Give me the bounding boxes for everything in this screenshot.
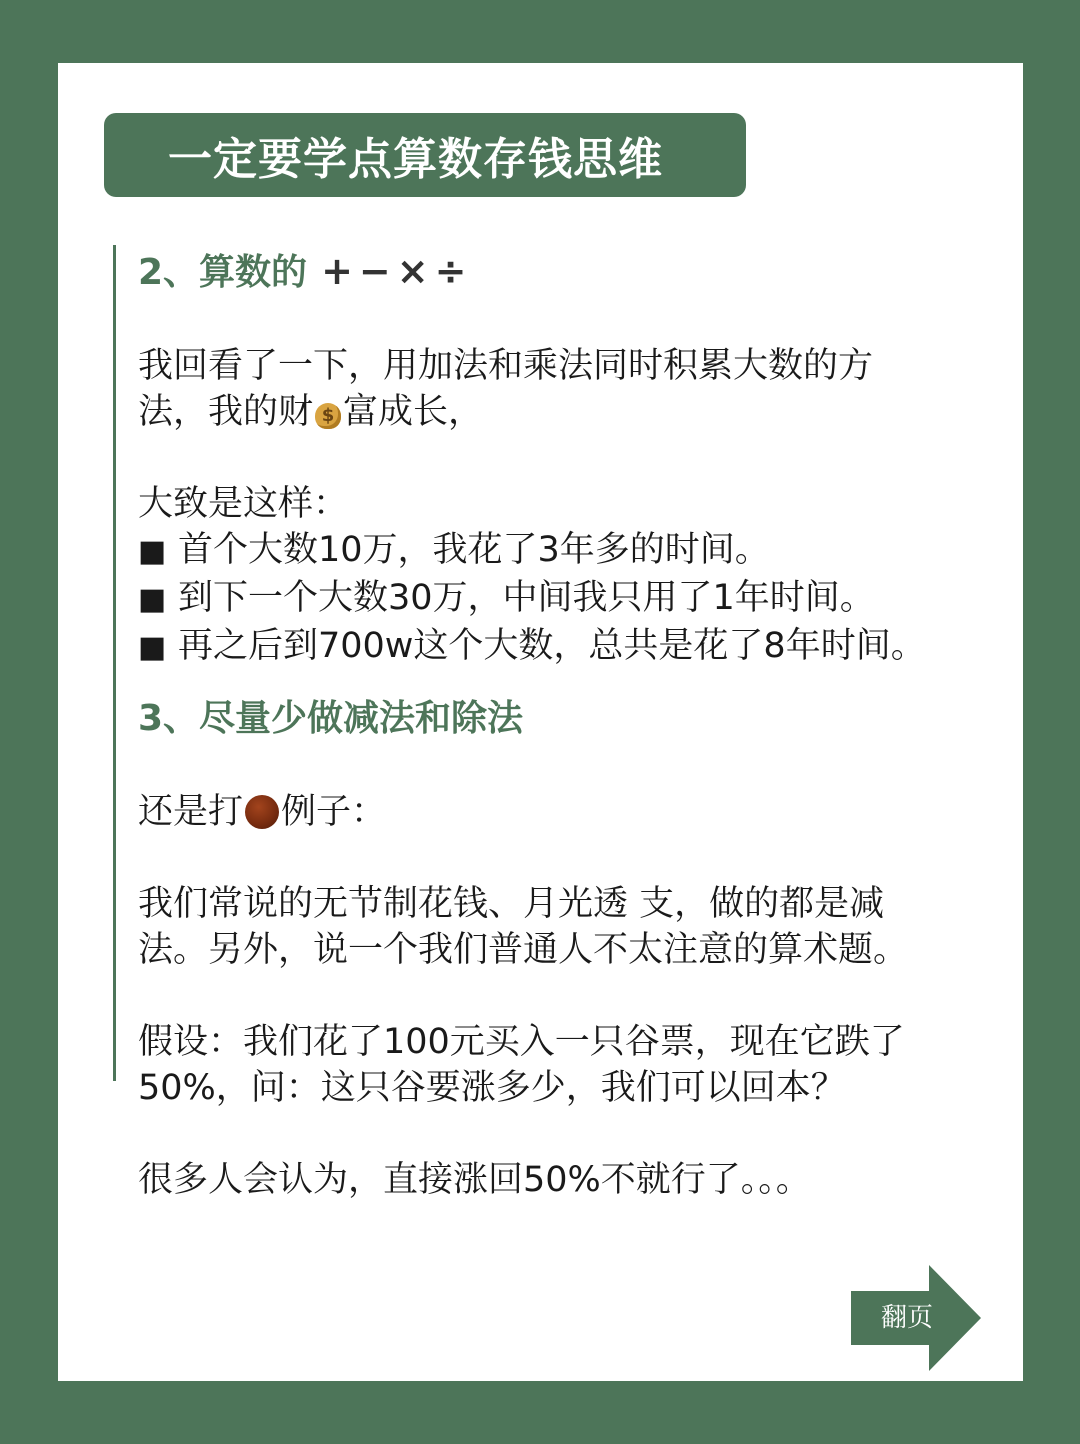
- section-2-heading-text: 2、算数的: [138, 252, 308, 293]
- money-bag-icon: [315, 403, 341, 429]
- next-page-label: 翻页: [880, 1303, 933, 1333]
- page-title: 一定要学点算数存钱思维: [104, 113, 746, 197]
- paragraph-line: 法。另外，说一个我们普通人不太注意的算术题。: [138, 930, 909, 970]
- section-3-heading: 3、尽量少做减法和除法: [138, 698, 524, 739]
- list-item: ■ 首个大数10万，我花了3年多的时间。: [138, 527, 998, 575]
- list-item: ■ 到下一个大数30万，中间我只用了1年时间。: [138, 575, 998, 623]
- paragraph-line: 假设：我们花了100元买入一只谷票，现在它跌了: [138, 1022, 905, 1062]
- chestnut-icon: [245, 795, 279, 829]
- intro-text: 大致是这样：: [138, 484, 349, 524]
- paragraph-line: 我回看了一下，用加法和乘法同时积累大数的方: [138, 346, 874, 386]
- paragraph-line: 法，我的财$ 富成长，: [138, 389, 998, 435]
- math-operators: +−×÷: [321, 249, 473, 293]
- article-body: [138, 247, 998, 1203]
- left-accent-rule: [113, 245, 116, 1081]
- content-card: [58, 63, 1023, 1381]
- example-line: 还是打 例子：: [138, 792, 387, 832]
- paragraph-line: 我们常说的无节制花钱、月光透 支，做的都是减: [138, 884, 885, 924]
- list-item: ■ 再之后到700w这个大数，总共是花了8年时间。: [138, 623, 998, 671]
- paragraph-line: 很多人会认为，直接涨回50%不就行了。。。: [138, 1160, 811, 1200]
- next-page-button[interactable]: [851, 1265, 981, 1371]
- section-2-heading: [138, 247, 998, 297]
- paragraph-line: 50%，问：这只谷要涨多少，我们可以回本？: [138, 1068, 846, 1108]
